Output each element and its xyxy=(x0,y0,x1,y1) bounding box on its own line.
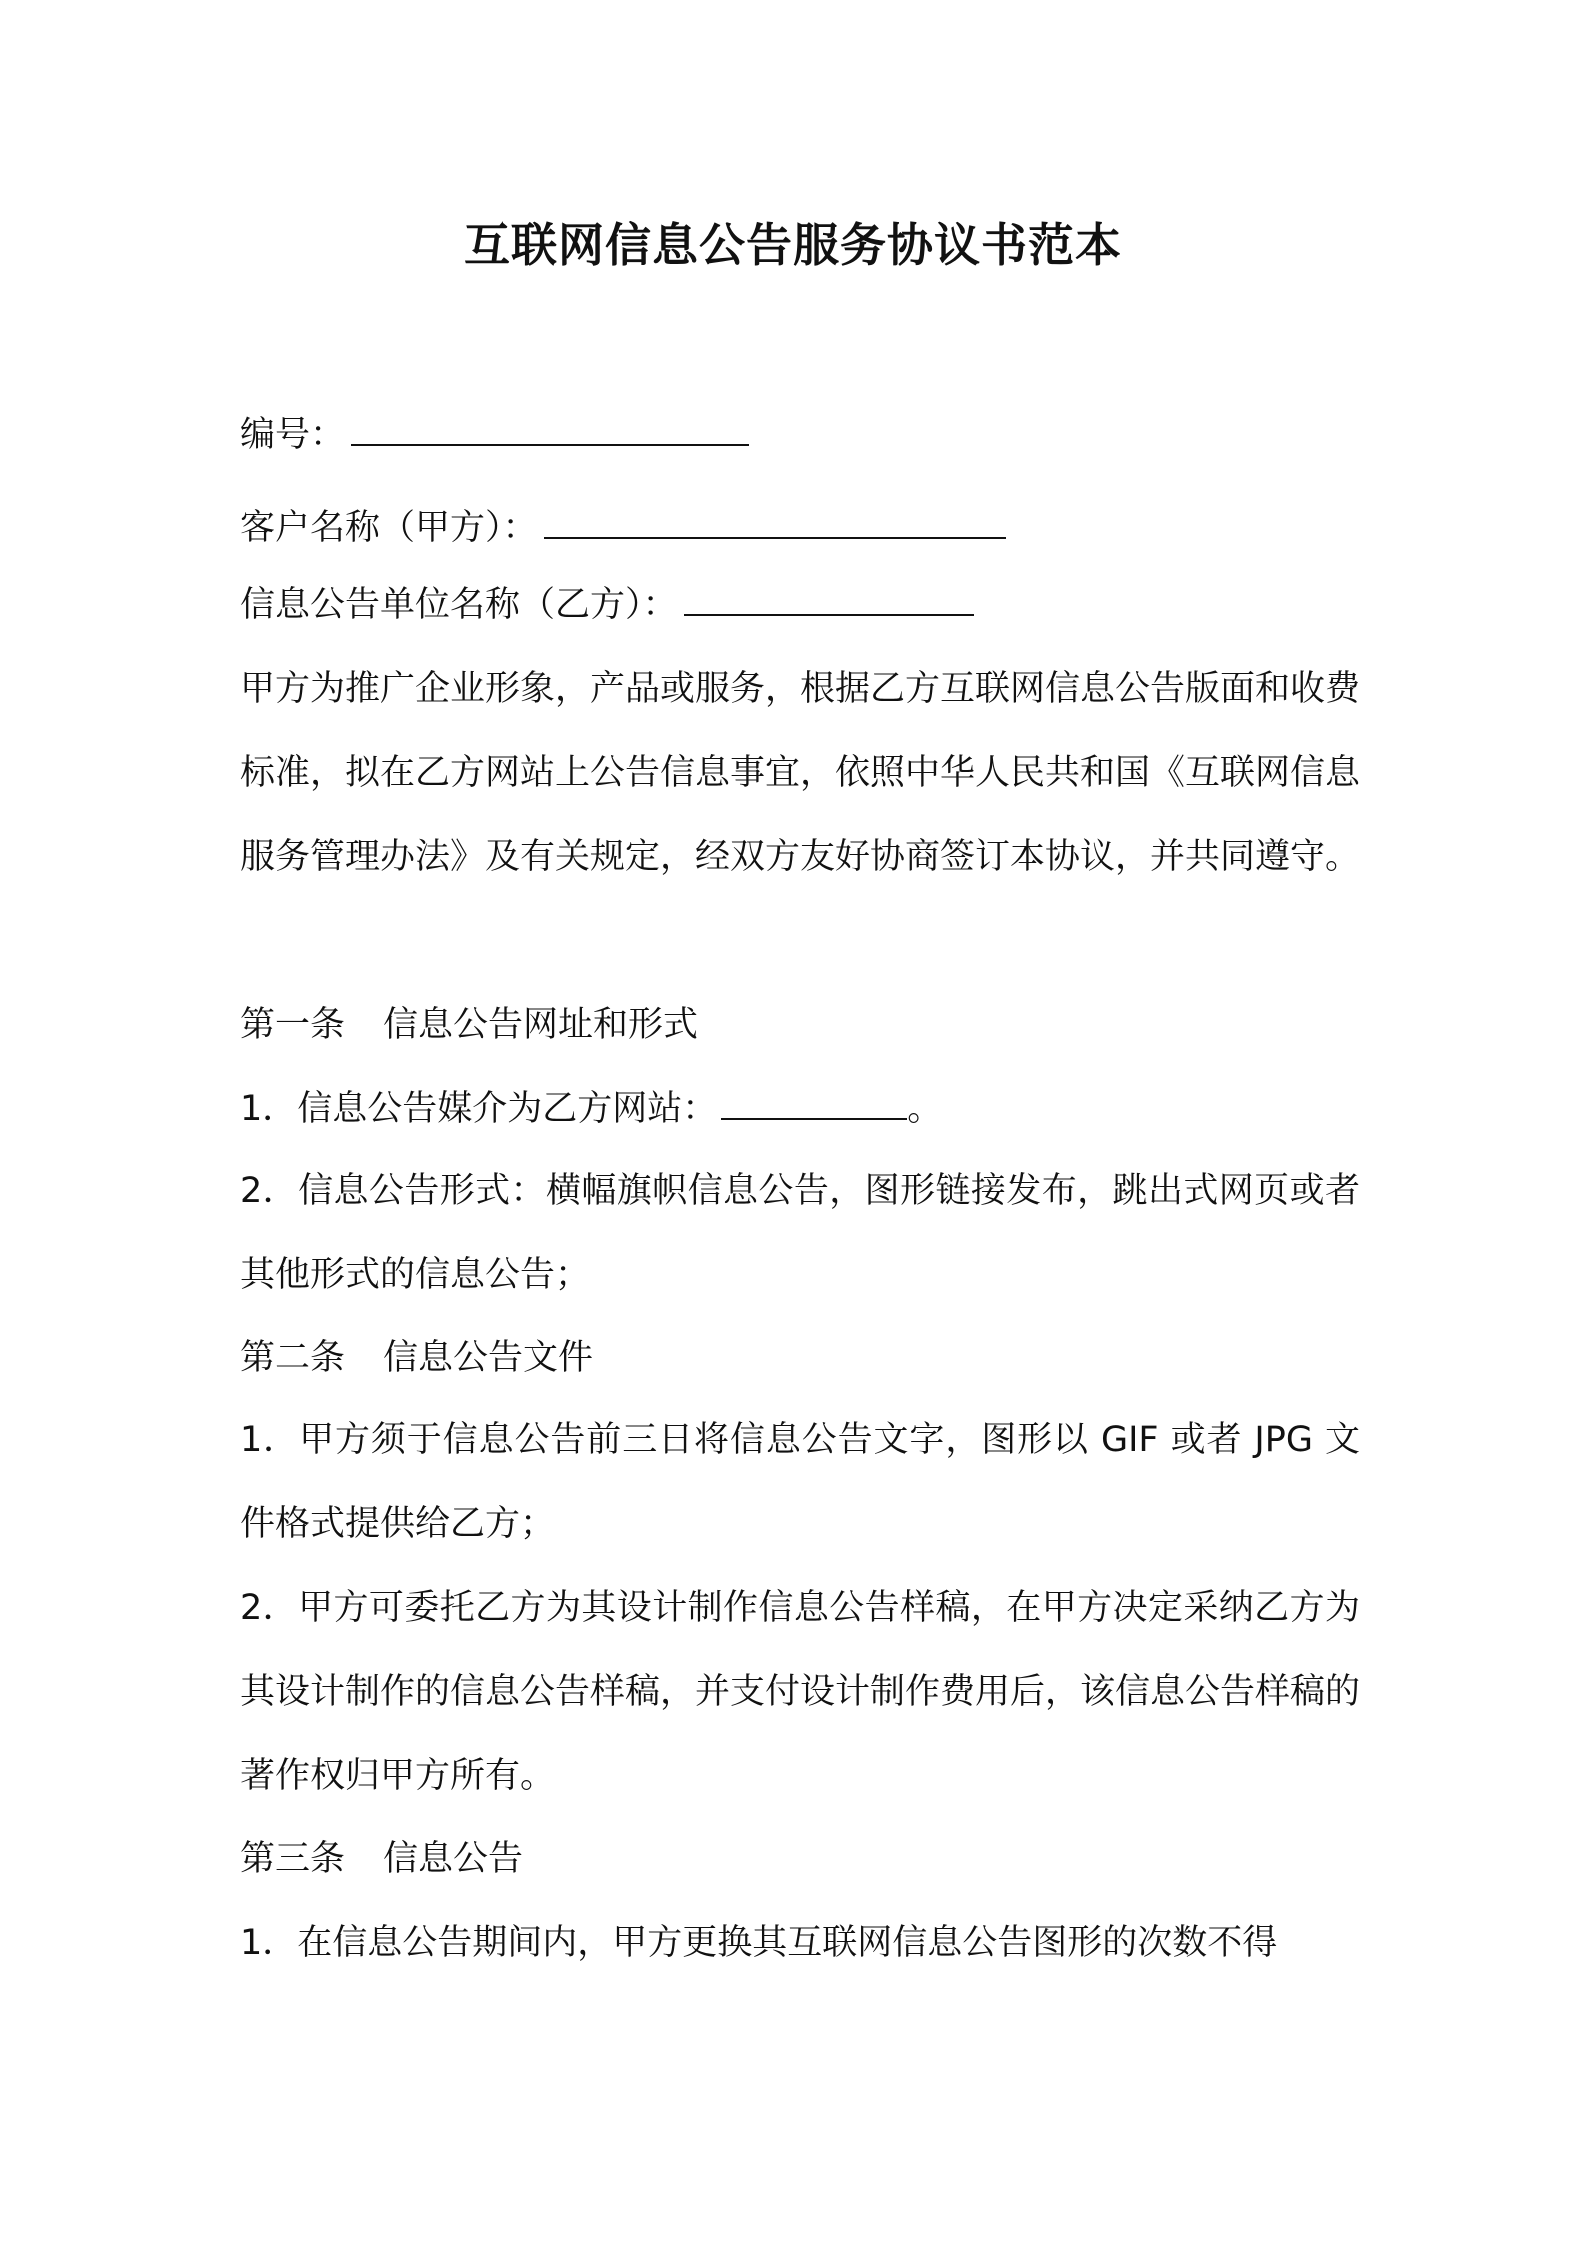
publisher-blank[interactable] xyxy=(684,580,974,616)
article-1-item-1-text: 1．信息公告媒介为乙方网站： xyxy=(240,1089,718,1129)
article-1-item-1-end: 。 xyxy=(907,1089,943,1129)
article-1-heading xyxy=(240,1000,1360,1050)
article-1-item-1 xyxy=(240,1084,1360,1134)
article-2-heading xyxy=(240,1333,1360,1383)
article-3-title: 信息公告 xyxy=(383,1839,524,1879)
article-2-number: 第二条 xyxy=(240,1338,346,1378)
document-title: 互联网信息公告服务协议书范本 xyxy=(464,218,1122,272)
article-2-item-1: 1．甲方须于信息公告前三日将信息公告文字，图形以 GIF 或者 JPG 文件格式提供给乙方； xyxy=(240,1420,1360,1544)
publisher-label: 信息公告单位名称（乙方）： xyxy=(240,585,678,625)
number-field xyxy=(240,410,1360,460)
article-1-item-2: 2．信息公告形式：横幅旗帜信息公告，图形链接发布，跳出式网页或者其他形式的信息公告； xyxy=(240,1171,1360,1295)
publisher-field xyxy=(240,580,1360,630)
client-blank[interactable] xyxy=(544,503,1006,539)
article-3-heading xyxy=(240,1834,1360,1884)
article-1-number: 第一条 xyxy=(240,1005,346,1045)
number-label: 编号： xyxy=(240,415,346,455)
website-blank[interactable] xyxy=(721,1084,907,1120)
article-3-number: 第三条 xyxy=(240,1839,346,1879)
article-3-item-1: 1．在信息公告期间内，甲方更换其互联网信息公告图形的次数不得 xyxy=(240,1923,1278,1963)
article-1-title: 信息公告网址和形式 xyxy=(383,1005,699,1045)
intro-paragraph: 甲方为推广企业形象，产品或服务，根据乙方互联网信息公告版面和收费标准，拟在乙方网站上公告信息事宜，依照中华人民共和国《互联网信息服务管理办法》及有关规定，经双方友好协商签订本协议，并共同遵守。 xyxy=(240,669,1361,877)
number-blank[interactable] xyxy=(351,410,749,446)
client-field xyxy=(240,503,1360,553)
article-2-item-2: 2．甲方可委托乙方为其设计制作信息公告样稿，在甲方决定采纳乙方为其设计制作的信息公告样稿，并支付设计制作费用后，该信息公告样稿的著作权归甲方所有。 xyxy=(240,1588,1361,1796)
article-2-title: 信息公告文件 xyxy=(383,1338,594,1378)
client-label: 客户名称（甲方）： xyxy=(240,508,538,548)
